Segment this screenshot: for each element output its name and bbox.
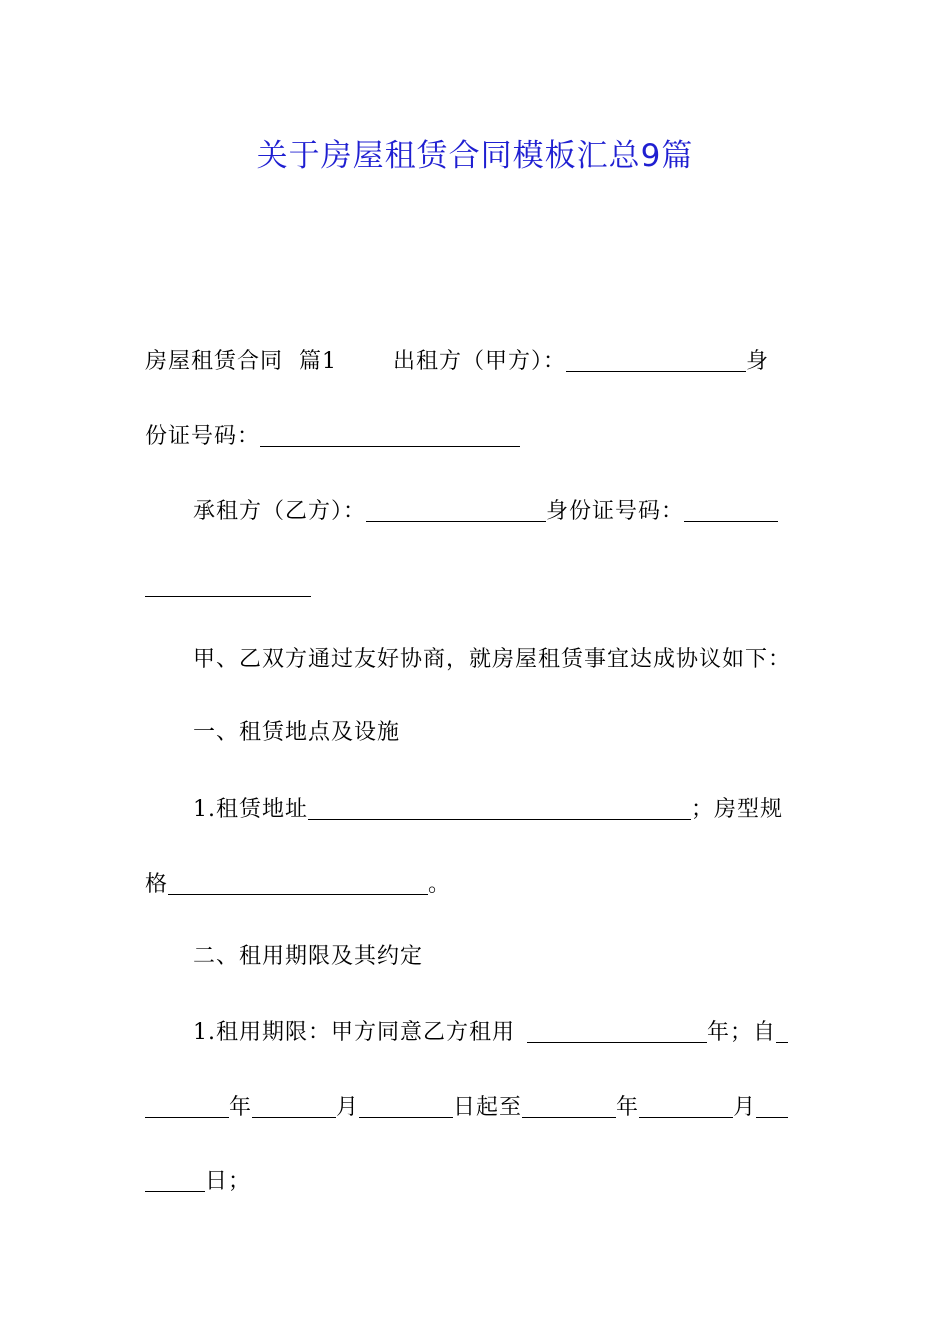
start-day-unit: 日起至 [453,1095,523,1120]
section2-title: 二、租用期限及其约定 [193,944,424,969]
end-day-blank-head [756,1095,788,1118]
line-end-day [145,1165,805,1197]
line-address [193,793,805,825]
room-type-blank [168,872,428,895]
document-title: 关于房屋租赁合同模板汇总9篇 [256,138,694,174]
lessee-id-blank-cont [145,574,311,597]
end-month-unit: 月 [733,1095,757,1120]
item2-year-unit: 年；自 [707,1020,777,1045]
item1-end: 。 [428,872,452,897]
address-blank [308,797,691,820]
lessee-label: 承租方（乙方）： [193,499,367,524]
item1-cont: 格 [145,872,169,897]
lessor-label: 出租方（甲方）： [393,349,567,374]
contract-part: 篇1 [299,349,338,374]
lessee-id-blank [684,499,778,522]
lessor-name-blank [566,349,746,372]
line-lessee-id-cont [145,570,805,602]
start-year-unit: 年 [229,1095,253,1120]
lessor-id-blank [260,424,520,447]
item1-label: 1.租赁地址 [193,797,308,822]
end-year-unit: 年 [616,1095,640,1120]
line-room-type [145,868,805,900]
item1-mid: ；房型规 [691,797,784,822]
intro-paragraph: 甲、乙双方通过友好协商，就房屋租赁事宜达成协议如下： [193,647,792,672]
start-month-unit: 月 [336,1095,360,1120]
line-dates [145,1091,805,1123]
item2-label: 1.租用期限：甲方同意乙方租用 [193,1020,515,1045]
line-lessor-id [145,420,805,452]
section1-title: 一、租赁地点及设施 [193,720,401,745]
start-year-blank [145,1095,229,1118]
term-years-blank [527,1020,707,1043]
contract-heading: 房屋租赁合同 [145,349,284,374]
end-year-blank [522,1095,616,1118]
line-lessee [193,495,805,527]
start-day-blank [359,1095,453,1118]
lessor-id-label: 份证号码： [145,424,261,449]
end-day-blank [145,1169,205,1192]
start-blank-head [776,1020,788,1043]
lessee-name-blank [366,499,546,522]
lessee-id-label: 身份证号码： [546,499,685,524]
end-day-unit: 日； [205,1169,252,1194]
line-lessor [145,345,805,377]
end-month-blank [639,1095,733,1118]
lessor-id-tail: 身 [746,349,770,374]
line-term [193,1016,805,1048]
start-month-blank [252,1095,336,1118]
